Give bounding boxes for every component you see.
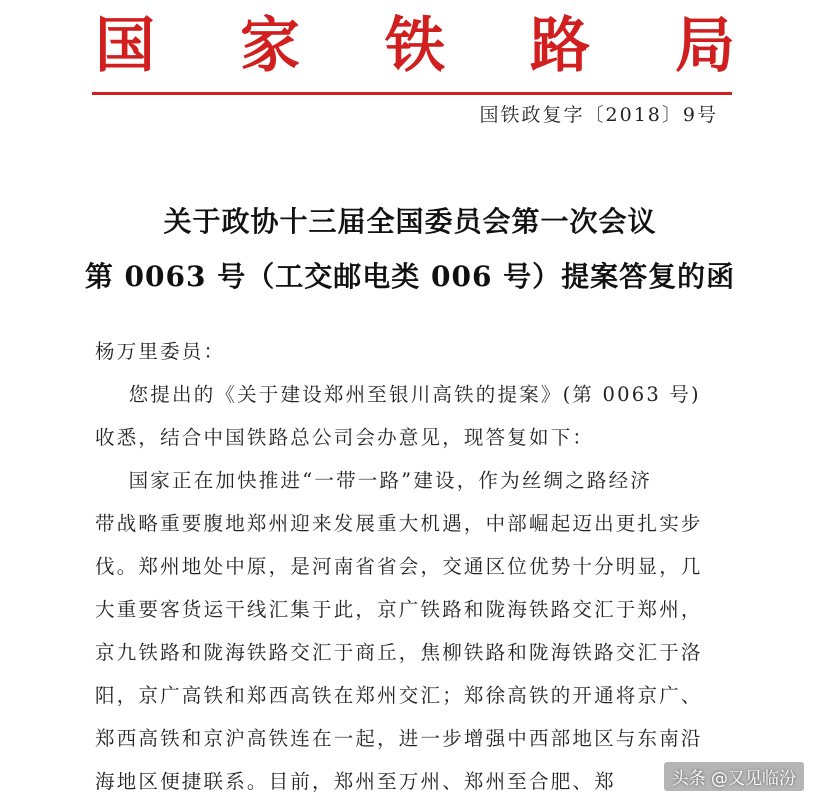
letterhead-char: 局 (675, 11, 735, 81)
source-watermark: 头条 @又见临汾 (664, 762, 804, 791)
body-line: 京九铁路和陇海铁路交汇于商丘，焦柳铁路和陇海铁路交汇于洛 (95, 641, 703, 664)
salutation: 杨万里委员： (95, 340, 226, 363)
body-line: 带战略重要腹地郑州迎来发展重大机遇，中部崛起迈出更扎实步 (95, 512, 703, 535)
letterhead-char: 路 (530, 11, 590, 81)
body-line: 收悉，结合中国铁路总公司会办意见，现答复如下： (95, 426, 595, 449)
letterhead-char: 铁 (385, 11, 445, 81)
body-line: 国家正在加快推进“一带一路”建设，作为丝绸之路经济 (95, 469, 653, 492)
body-line: 郑西高铁和京沪高铁连在一起，进一步增强中西部地区与东南沿 (95, 727, 703, 750)
body-line: 您提出的《关于建设郑州至银川高铁的提案》(第 0063 号) (95, 383, 701, 406)
letterhead-char: 国 (95, 11, 155, 81)
body-line: 阳，京广高铁和郑西高铁在郑州交汇；郑徐高铁的开通将京广、 (95, 684, 703, 707)
letterhead-divider (92, 92, 732, 95)
letterhead-char: 家 (240, 11, 300, 81)
document-title-line-1: 关于政协十三届全国委员会第一次会议 (163, 205, 657, 238)
document-number: 国铁政复字〔2018〕9号 (479, 104, 718, 126)
document-title-line-2: 第 0063 号（工交邮电类 006 号）提案答复的函 (84, 260, 736, 293)
body-line: 海地区便捷联系。目前，郑州至万州、郑州至合肥、郑 (95, 770, 616, 793)
body-line: 大重要客货运干线汇集于此，京广铁路和陇海铁路交汇于郑州， (95, 598, 703, 621)
issuer-letterhead (95, 6, 735, 86)
body-line: 伐。郑州地处中原，是河南省省会，交通区位优势十分明显，几 (95, 555, 703, 578)
